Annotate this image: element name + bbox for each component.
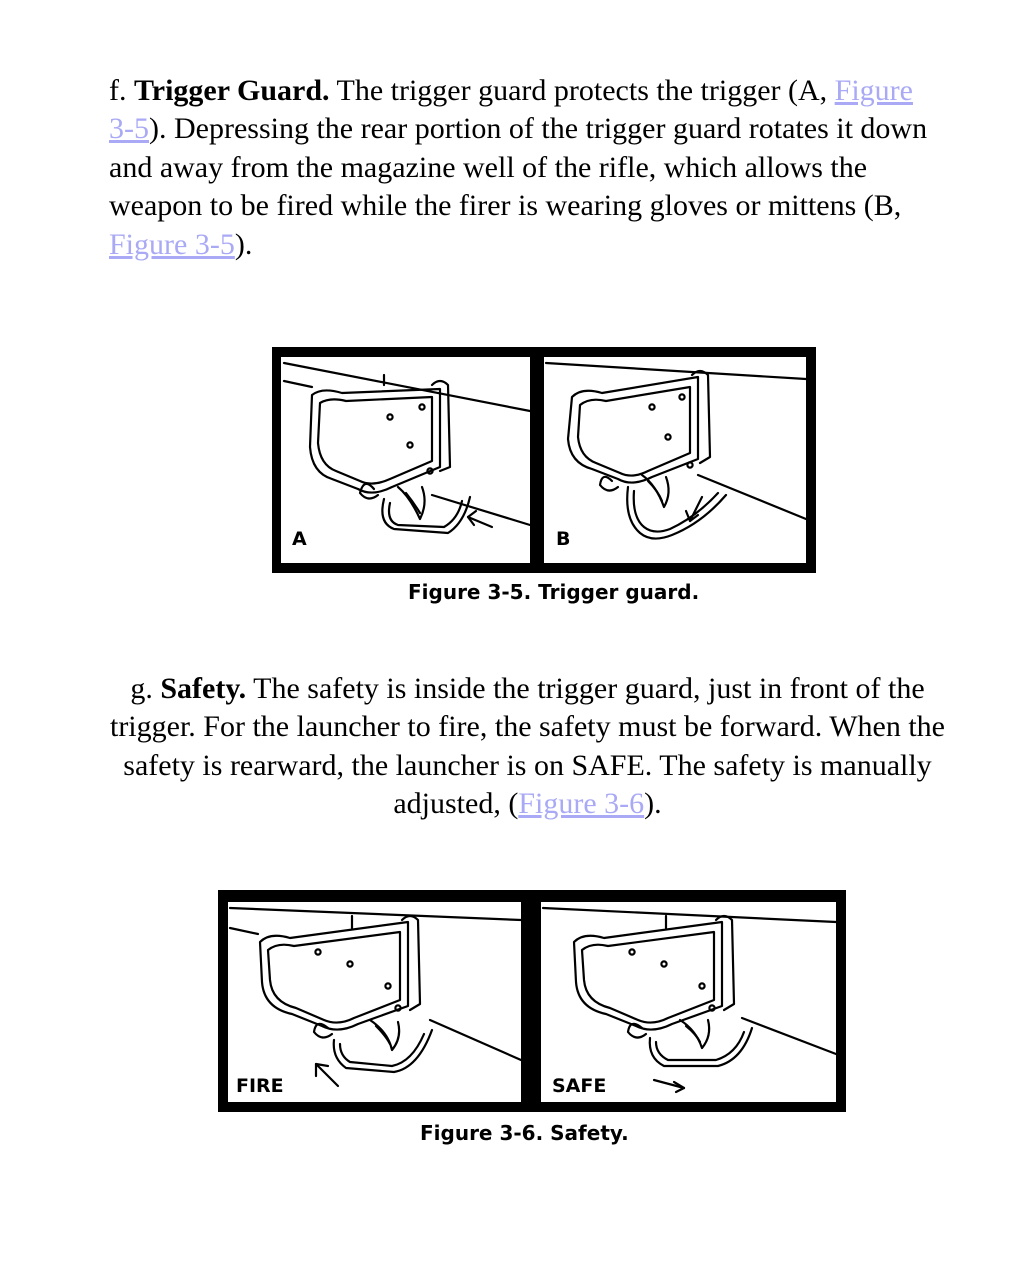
panel-a-label: A <box>292 528 307 550</box>
trigger-guard-text-3: ). <box>234 227 253 261</box>
safe-label: SAFE <box>552 1075 607 1097</box>
figure-3-5-link[interactable]: Figure 3-5 <box>109 227 235 261</box>
safety-paragraph <box>100 670 955 824</box>
figure-3-6-link[interactable]: Figure 3-6 <box>518 787 645 821</box>
trigger-guard-illustration <box>272 347 816 573</box>
panel-fire <box>228 902 521 1102</box>
safety-illustration <box>218 890 846 1112</box>
figure-3-6-caption: Figure 3-6. Safety. <box>420 1121 629 1145</box>
trigger-guard-text-1: The trigger guard protects the trigger (A, <box>329 74 835 107</box>
safety-text-1: The safety is inside the trigger guard, just in front of the trigger. For the launcher to fire, the safety must be forward. When the safety is rearward, the launcher is on SAFE. The safety is manually adjusted, ( <box>109 672 945 821</box>
panel-b-label: B <box>556 528 571 550</box>
trigger-guard-text-2: ). Depressing the rear portion of the trigger guard rotates it down and away from the magazine well of the rifle, which allows the weapon to be fired while the firer is wearing gloves or mittens (B, <box>109 112 928 223</box>
panel-b <box>544 357 806 563</box>
trigger-guard-paragraph <box>109 72 929 264</box>
figure-3-5-link[interactable]: Figure 3-5 <box>109 74 913 146</box>
safety-text-2: ). <box>644 787 662 821</box>
figure-3-6-image <box>218 890 846 1112</box>
safety-heading: Safety. <box>160 672 247 705</box>
figure-3-5-image <box>272 347 816 573</box>
trigger-guard-heading: Trigger Guard. <box>134 74 330 107</box>
figure-3-5-caption: Figure 3-5. Trigger guard. <box>408 580 700 604</box>
section-g-prefix: g. <box>130 672 161 705</box>
panel-a <box>281 357 530 563</box>
fire-label: FIRE <box>236 1075 284 1097</box>
section-f-prefix: f. <box>109 74 134 107</box>
panel-safe <box>541 902 836 1102</box>
